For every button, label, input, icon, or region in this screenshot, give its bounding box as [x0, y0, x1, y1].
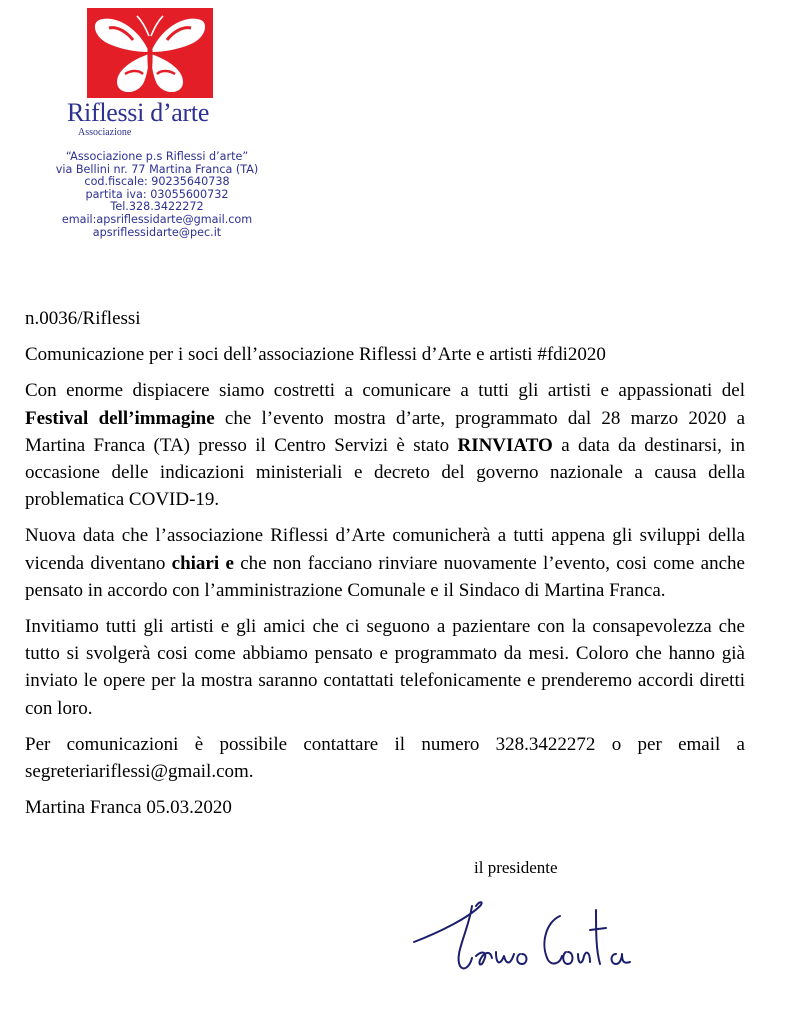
contact-vat: partita iva: 03055600732: [85, 187, 229, 201]
p1-text-c: che l’evento mostra d’arte, programmato dal 28 marzo 2020 a Martina Franca (TA) presso il Centro Servizi è stato: [25, 407, 745, 456]
logo-butterfly: [87, 8, 213, 98]
contact-email: email:apsriflessidarte@gmail.com: [61, 212, 253, 226]
paragraph-3: Invitiamo tutti gli artisti e gli amici che ci seguono a pazientare con la consapevolezza che tutto si svolgerà cosi come abbiamo pensato e programmato da mesi. Coloro che hanno già inviato le opere per la mostra saranno contattati telefonicamente e prenderemo accordi diretti con loro.: [25, 616, 745, 719]
festival-name: Festival dell’immagine: [25, 407, 215, 429]
protocol-number: n.0036/Riflessi: [25, 308, 141, 329]
paragraph-4: Per comunicazioni è possibile contattare il numero 328.3422272 o per email a segreteriariflessi@gmail.com.: [25, 733, 745, 783]
paragraph-1: [25, 377, 745, 513]
closing-president: il presidente: [474, 858, 558, 877]
contact-pec: apsriflessidarte@pec.it: [92, 225, 222, 239]
p1-text-e: a data da destinarsi, in occasione delle indicazioni ministeriali e decreto del governo nazionale a causa della problematica COVID-19.: [25, 434, 745, 511]
contact-block: [18, 151, 296, 239]
handwritten-signature: [410, 892, 640, 992]
contact-address: via Bellini nr. 77 Martina Franca (TA): [55, 162, 259, 176]
paragraph-2: [25, 522, 745, 604]
date-line: Martina Franca 05.03.2020: [25, 797, 232, 819]
p2-text-a: Nuova data che l’associazione Riflessi d’Arte comunicherà a tutti appena gli sviluppi della vicenda diventano: [25, 525, 745, 574]
contact-phone: Tel.328.3422272: [110, 200, 204, 214]
p1-text-a: Con enorme dispiacere siamo costretti a comunicare a tutti gli artisti e appassionati del: [25, 380, 745, 402]
contact-fiscal-code: cod.fiscale: 90235640738: [84, 175, 230, 189]
letter-subject: Comunicazione per i soci dell’associazione Riflessi d’Arte e artisti #fdi2020: [25, 344, 606, 366]
contact-association-name: “Associazione p.s Riflessi d’arte”: [65, 150, 249, 163]
logo-brand-subtitle: Associazione: [78, 127, 132, 138]
butterfly-icon: [87, 8, 213, 98]
p2-bold: chiari e: [171, 552, 234, 574]
rinviato-label: RINVIATO: [457, 434, 553, 456]
logo-brand-name: Riflessi d’arte: [67, 98, 210, 127]
letter-body: [25, 305, 745, 830]
p2-text-c: che non facciano rinviare nuovamente l’evento, cosi come anche pensato in accordo con l’amministrazione Comunale e il Sindaco di Martina Franca.: [25, 552, 745, 601]
